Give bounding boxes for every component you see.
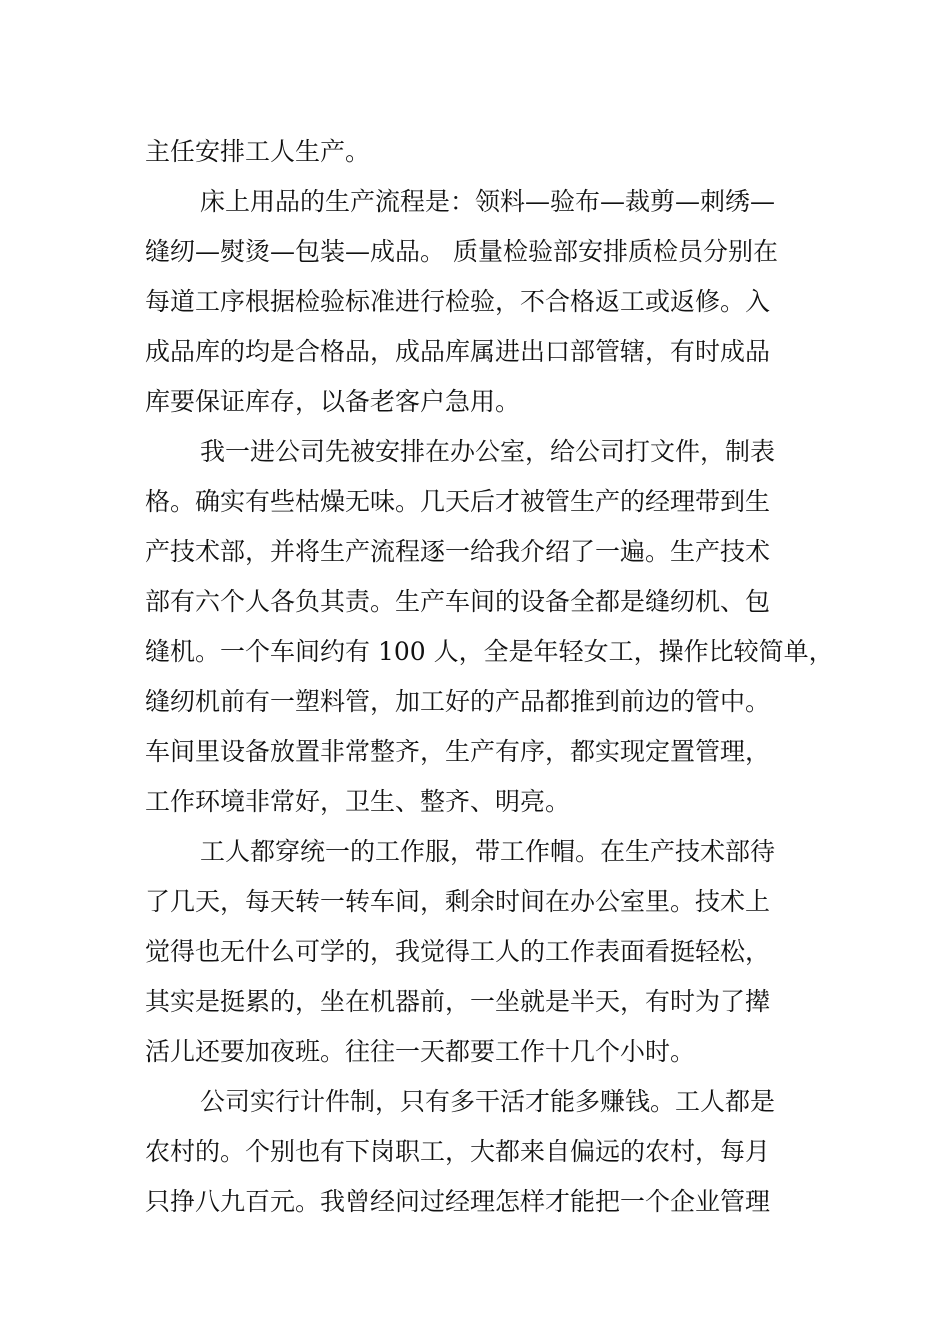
paragraph-first-line: 工人都穿统一的工作服，带工作帽。在生产技术部待 — [200, 837, 776, 866]
text-line: 部有六个人各负其责。生产车间的设备全都是缝纫机、包 — [145, 587, 771, 616]
text-line: 成品库的均是合格品，成品库属进出口部管辖，有时成品 — [145, 337, 771, 366]
text-line: 了几天，每天转一转车间，剩余时间在办公室里。技术上 — [145, 887, 771, 916]
text-line: 库要保证库存，以备老客户急用。 — [145, 387, 521, 416]
paragraph-first-line: 我一进公司先被安排在办公室，给公司打文件，制表 — [200, 437, 776, 466]
document-page — [145, 127, 834, 1227]
text-line: 其实是挺累的，坐在机器前，一坐就是半天，有时为了撵 — [145, 987, 771, 1016]
text-line: 觉得也无什么可学的，我觉得工人的工作表面看挺轻松， — [145, 937, 771, 966]
text-line: 缝纫机前有一塑料管，加工好的产品都推到前边的管中。 — [145, 687, 771, 716]
text-line: 工作环境非常好，卫生、整齐、明亮。 — [145, 787, 571, 816]
text-line: 产技术部，并将生产流程逐一给我介绍了一遍。生产技术 — [145, 537, 771, 566]
text-line: 格。确实有些枯燥无味。几天后才被管生产的经理带到生 — [145, 487, 771, 516]
text-line: 缝机。一个车间约有 100 人，全是年轻女工，操作比较简单， — [145, 637, 834, 666]
text-line: 缝纫—熨烫—包装—成品。 质量检验部安排质检员分别在 — [145, 237, 778, 266]
text-line: 每道工序根据检验标准进行检验，不合格返工或返修。入 — [145, 287, 771, 316]
text-line: 车间里设备放置非常整齐，生产有序，都实现定置管理， — [145, 737, 771, 766]
text-line: 只挣八九百元。我曾经问过经理怎样才能把一个企业管理 — [145, 1187, 771, 1216]
paragraph-first-line: 床上用品的生产流程是：领料—验布—裁剪—刺绣— — [200, 187, 776, 216]
text-line: 主任安排工人生产。 — [145, 137, 371, 166]
paragraph-first-line: 公司实行计件制，只有多干活才能多赚钱。工人都是 — [200, 1087, 776, 1116]
text-line: 活儿还要加夜班。往往一天都要工作十几个小时。 — [145, 1037, 696, 1066]
text-line: 农村的。个别也有下岗职工，大都来自偏远的农村，每月 — [145, 1137, 771, 1166]
